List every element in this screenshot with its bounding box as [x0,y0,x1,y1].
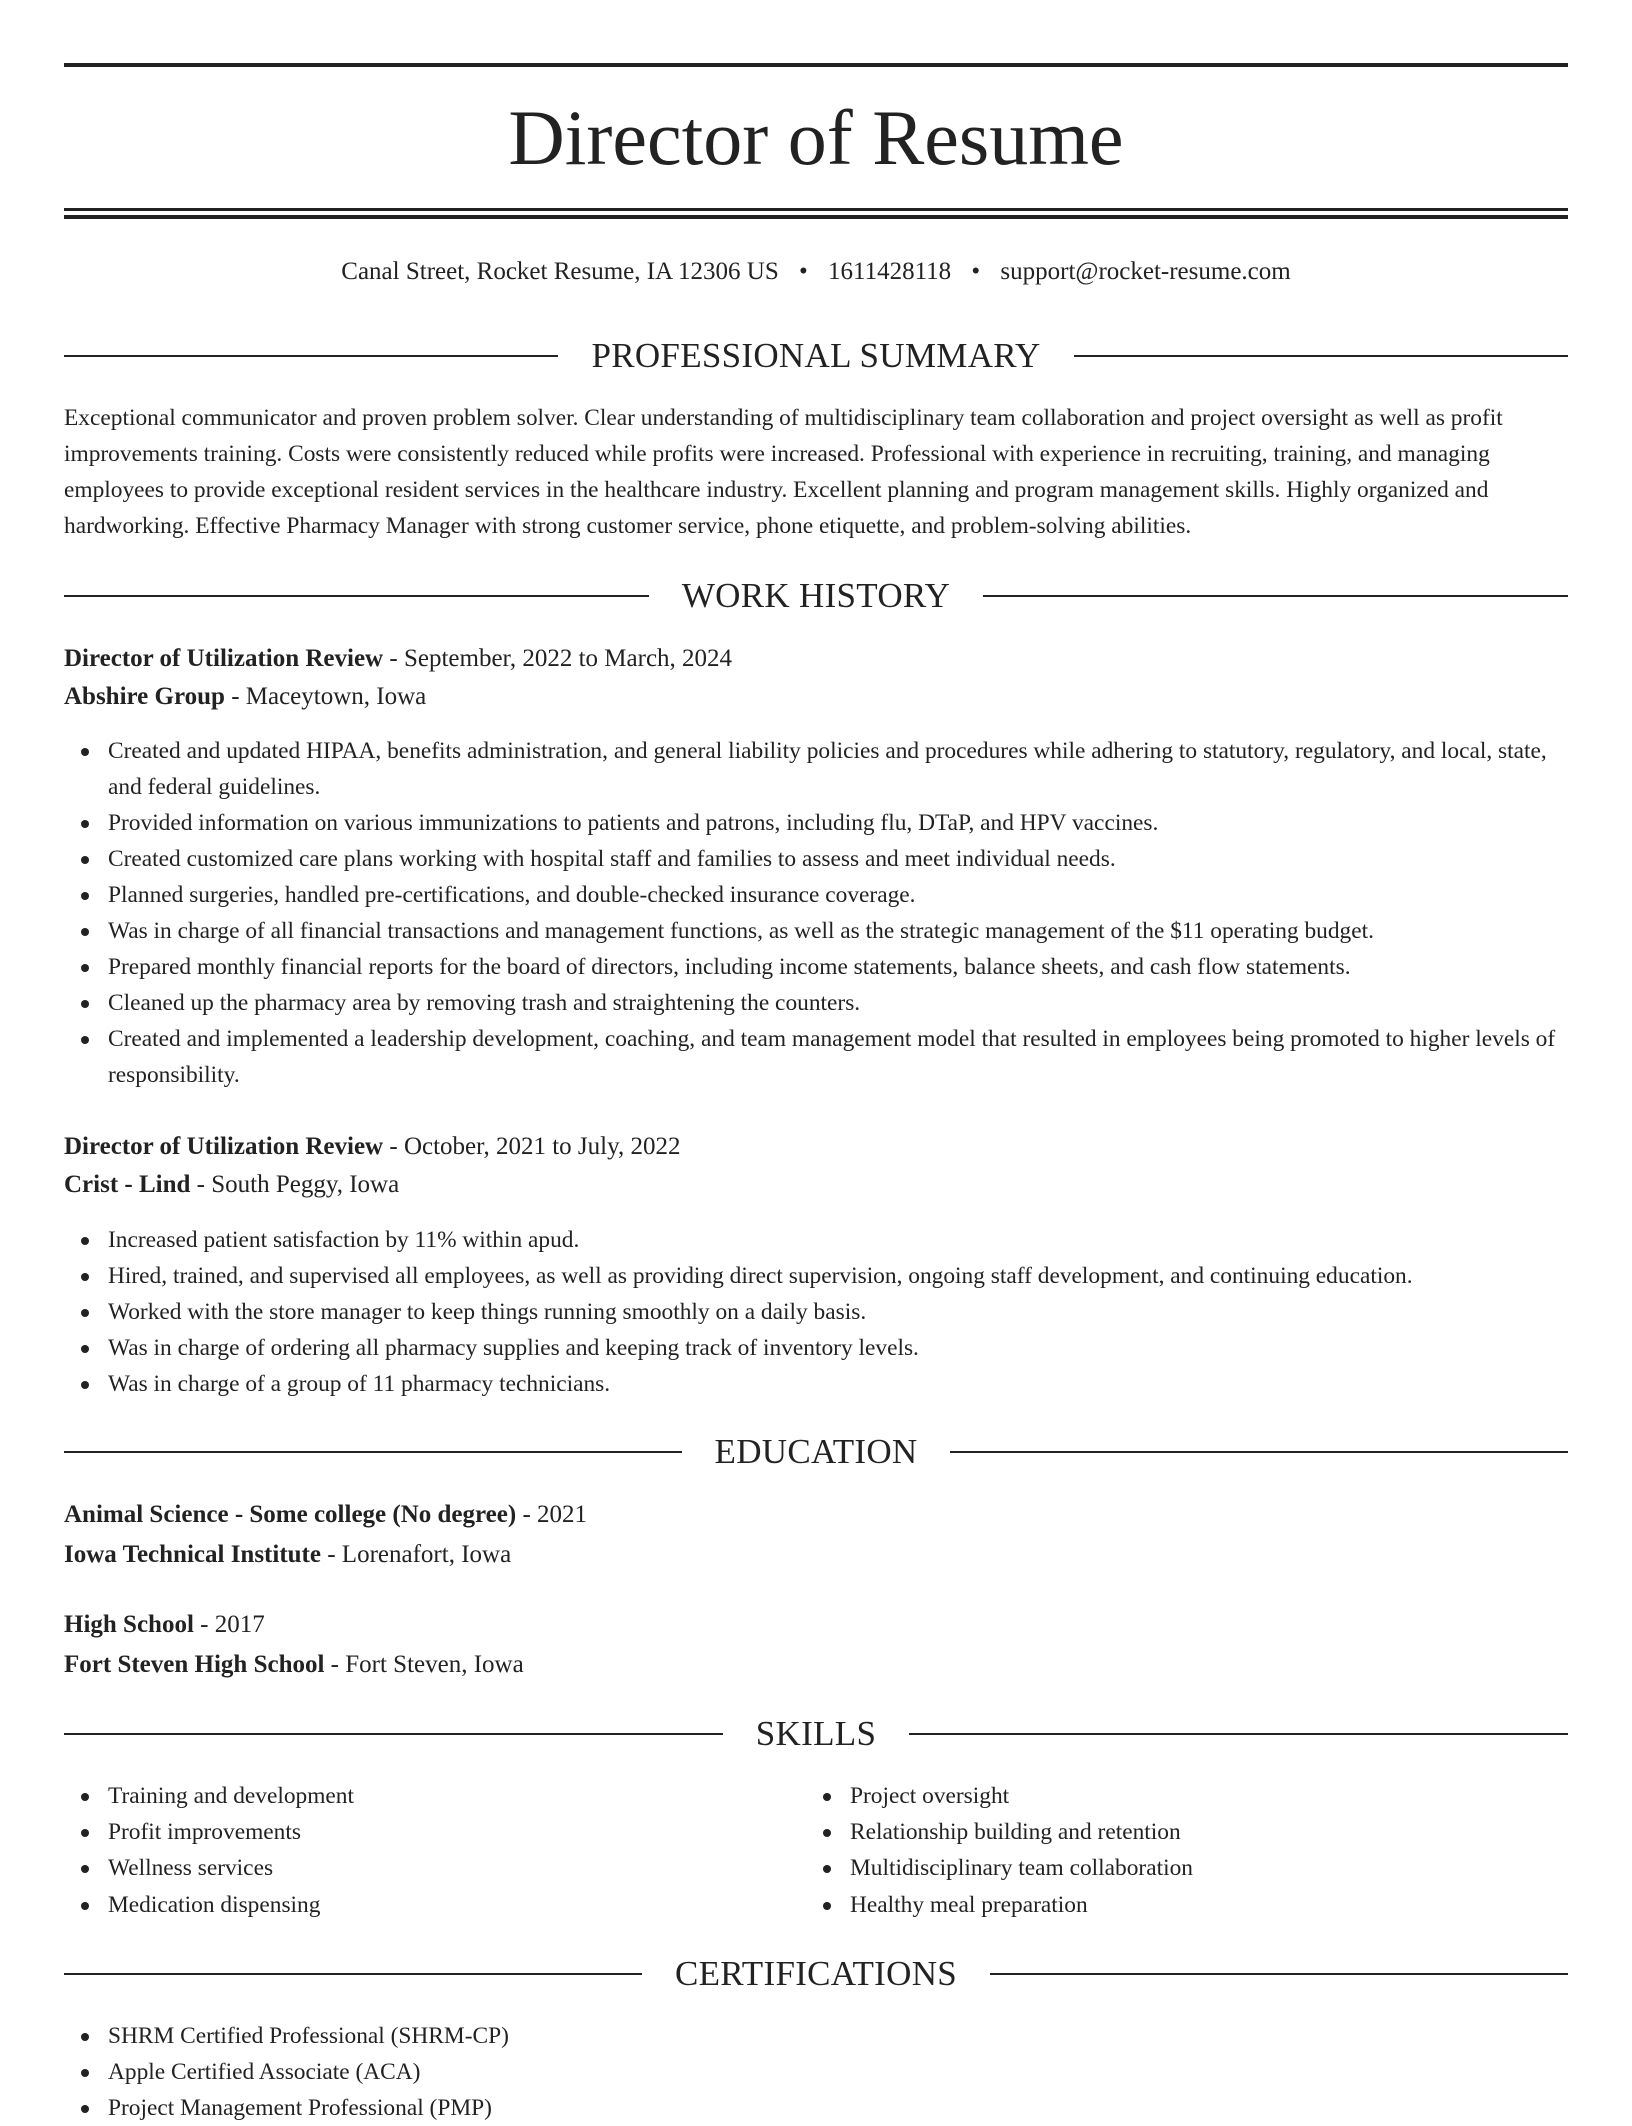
heading-rule-left [64,595,649,597]
job-title-line [64,640,1568,678]
job-bullet: Created and updated HIPAA, benefits administration, and general liability policies and procedures while adhering to statutory, regulatory, and local, state, and federal guidelines. [64,733,1568,805]
education-school: Iowa Technical Institute [64,1541,321,1568]
skill-item: Project oversight [806,1778,1632,1814]
skill-item: Wellness services [64,1850,1568,1886]
section-title: EDUCATION [714,1432,918,1471]
heading-rule-right [909,1733,1568,1735]
job-location: - South Peggy, Iowa [190,1171,400,1198]
certification-item: Apple Certified Associate (ACA) [64,2054,1568,2090]
summary-text: Exceptional communicator and proven problem solver. Clear understanding of multidisciplinary team collaboration and project oversight as well as profit improvements training. Costs were consistently reduced while profits were increased. Professional with experience in recruiting, training, and managing employees to provide exceptional resident services in the healthcare industry. Excellent planning and program management skills. Highly organized and hardworking. Effective Pharmacy Manager with strong customer service, phone etiquette, and problem-solving abilities. [64,405,1503,539]
job-bullet: Prepared monthly financial reports for the board of directors, including income statements, balance sheets, and cash flow statements. [64,949,1568,985]
education-degree-line [64,1496,1568,1534]
contact-line [64,254,1568,290]
section-title: WORK HISTORY [681,576,951,615]
contact-separator: • [971,258,981,285]
contact-separator: • [798,258,808,285]
resume-name: Director of Resume [508,94,1124,181]
skill-item: Medication dispensing [64,1887,1568,1923]
heading-rule-left [64,355,558,357]
job-title: Director of Utilization Review [64,645,384,672]
skills-list-right [806,1778,1632,1923]
job-bullet: Increased patient satisfaction by 11% within apud. [64,1222,1568,1258]
education-degree: High School [64,1611,194,1638]
job-company: Crist - Lind [64,1171,191,1198]
contact-address: Canal Street, Rocket Resume, IA 12306 US [341,258,779,285]
heading-rule-left [64,1451,682,1453]
job-title: Director of Utilization Review [64,1133,384,1160]
job-bullet: Worked with the store manager to keep things running smoothly on a daily basis. [64,1294,1568,1330]
contact-email: support@rocket-resume.com [1000,258,1291,285]
section-title: SKILLS [755,1714,877,1753]
job-bullet: Was in charge of all financial transactions and management functions, as well as the strategic management of the $11 operating budget. [64,913,1568,949]
education-degree-line [64,1606,1568,1644]
heading-rule-left [64,1733,723,1735]
section-title: CERTIFICATIONS [674,1954,958,1993]
skill-item: Profit improvements [64,1814,1568,1850]
education-school-line [64,1646,1568,1684]
heading-rule-right [983,595,1568,597]
job-bullet-list [64,733,1568,1093]
job-company-line [64,678,1568,716]
summary-heading [64,334,1568,378]
education-location: - Lorenafort, Iowa [320,1541,512,1568]
skill-item: Healthy meal preparation [806,1887,1632,1923]
job-company: Abshire Group [64,683,225,710]
header-top-rule [64,63,1568,67]
job-bullet: Was in charge of a group of 11 pharmacy technicians. [64,1366,1568,1402]
section-title: PROFESSIONAL SUMMARY [591,336,1041,375]
job-bullet: Was in charge of ordering all pharmacy supplies and keeping track of inventory levels. [64,1330,1568,1366]
job-bullet: Hired, trained, and supervised all employees, as well as providing direct supervision, ongoing staff development, and continuing education. [64,1258,1568,1294]
education-school: Fort Steven High School [64,1651,325,1678]
job-bullet-list [64,1222,1568,1402]
certification-item: Project Management Professional (PMP) [64,2090,1568,2126]
education-school-line [64,1536,1568,1574]
job-dates: - September, 2022 to March, 2024 [383,645,733,672]
education-year: - 2021 [516,1501,588,1528]
certifications-heading [64,1952,1568,1996]
job-dates: - October, 2021 to July, 2022 [383,1133,681,1160]
job-location: - Maceytown, Iowa [224,683,427,710]
skills-heading [64,1712,1568,1756]
education-location: - Fort Steven, Iowa [324,1651,524,1678]
job-bullet: Provided information on various immunizations to patients and patrons, including flu, DTaP, and HPV vaccines. [64,805,1568,841]
job-bullet: Created customized care plans working with hospital staff and families to assess and meet individual needs. [64,841,1568,877]
job-title-line [64,1128,1568,1166]
job-bullet: Cleaned up the pharmacy area by removing trash and straightening the counters. [64,985,1568,1021]
job-bullet: Planned surgeries, handled pre-certifications, and double-checked insurance coverage. [64,877,1568,913]
header-double-rule-upper [64,208,1568,211]
header-double-rule-lower [64,215,1568,219]
heading-rule-right [950,1451,1568,1453]
contact-phone: 1611428118 [828,258,952,285]
work-history-heading [64,574,1568,618]
job-bullet: Created and implemented a leadership development, coaching, and team management model that resulted in employees being promoted to higher levels of responsibility. [64,1021,1568,1093]
skill-item: Training and development [64,1778,1568,1814]
education-degree: Animal Science - Some college (No degree) [64,1501,517,1528]
job-company-line [64,1166,1568,1204]
skill-item: Relationship building and retention [806,1814,1632,1850]
heading-rule-right [1074,355,1568,357]
heading-rule-left [64,1973,642,1975]
skill-item: Multidisciplinary team collaboration [806,1850,1632,1886]
certifications-list [64,2018,1568,2126]
education-heading [64,1430,1568,1474]
certification-item: SHRM Certified Professional (SHRM-CP) [64,2018,1568,2054]
heading-rule-right [990,1973,1568,1975]
education-year: - 2017 [193,1611,265,1638]
